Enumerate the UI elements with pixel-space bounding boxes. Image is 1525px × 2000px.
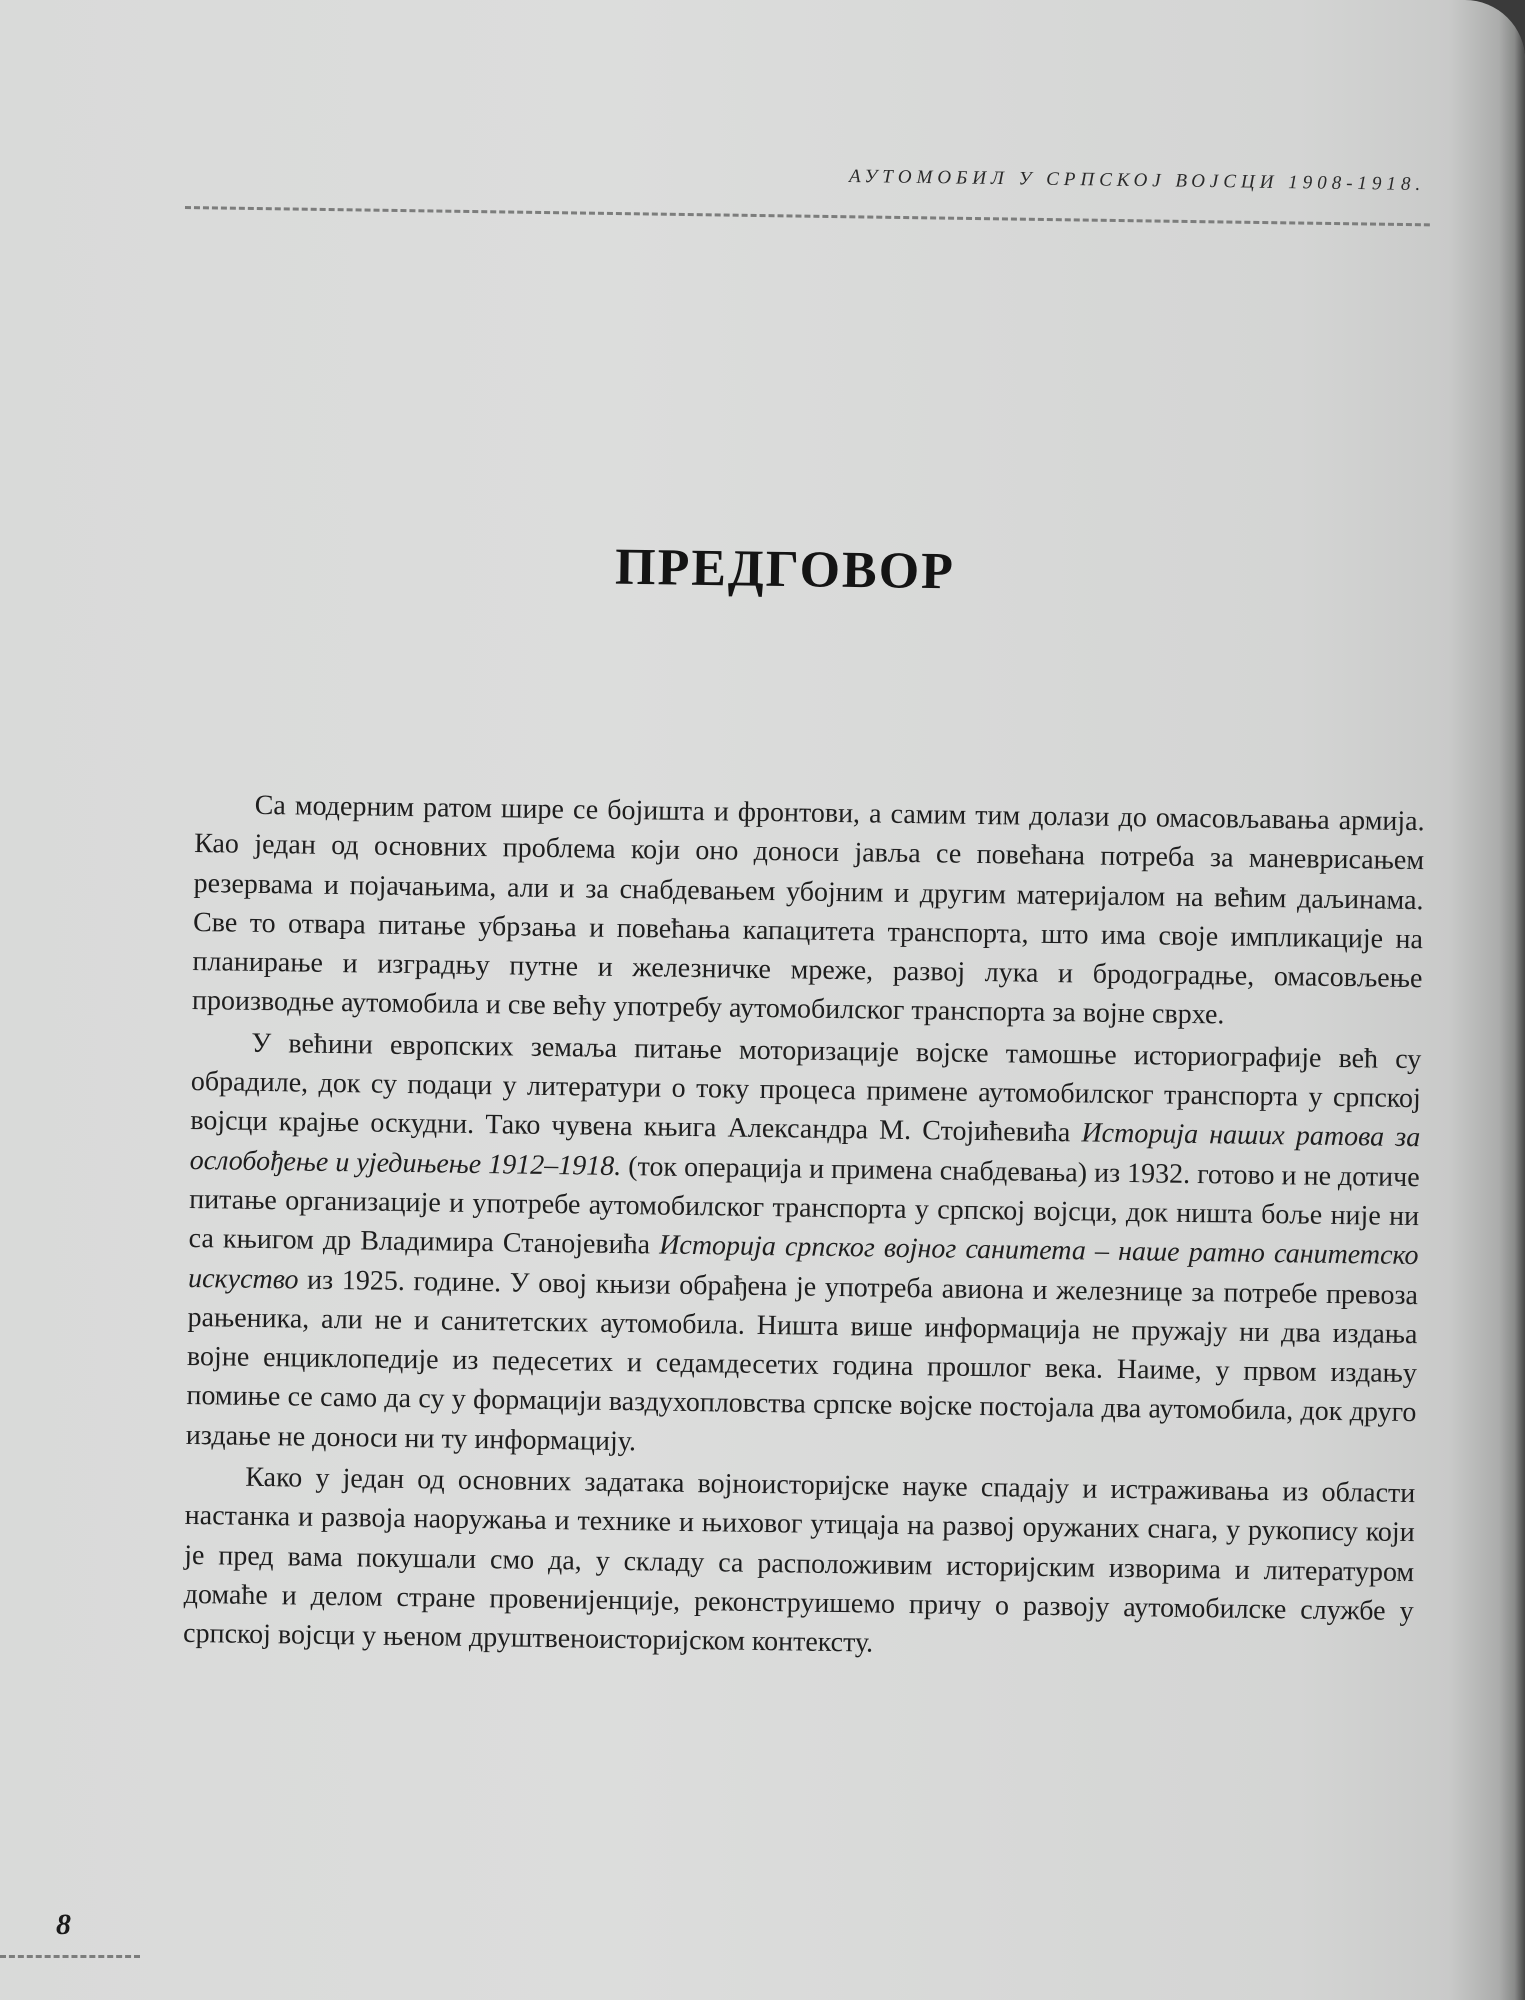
paragraph-3-text: Како у један од основних задатака војноисторијске науке спадају и истраживања из области настанка и развоја наоружања и технике и њиховог утицаја на развој оружаних снага, у рукопису који је пред вама покушали смо да, у складу са расположивим историјским изворима и литературом домаће и делом стране провенијенције, реконструишемо причу о развоју аутомобилске службе у српској војсци у њеном друштвеноисторијском контексту. — [182, 1461, 1416, 1659]
page-edge-shadow — [1499, 0, 1525, 2000]
page-number: 8 — [56, 1908, 71, 1941]
paragraph-2-text-b: (ток операција и примена снабдевања) из 1932. готово и не дотиче питање организације и употребе аутомобилског транспорта у српској војсци, док ништа боље није ни са књигом др Владимира Станојевића — [188, 1150, 1420, 1261]
footer-dashed-rule — [0, 1955, 140, 1958]
book-title-italic-1: Историја наших ратова за ослобођење и уједињење 1912–1918. — [189, 1117, 1421, 1182]
paragraph-2-text-c: из 1925. године. У овој књизи обрађена је употреба авиона и железнице за потребе превоза рањеника, али не и санитетских аутомобила. Ништа више информација не пружају ни два издања војне енциклопедије из педесетих и седамдесетих година прошлог века. Наиме, у првом издању помиње се само да су у формацији ваздухопловства српске војске постојала два аутомобила, док друго издање не доноси ни ту информацију. — [185, 1264, 1419, 1457]
body-text — [183, 785, 1425, 1671]
header-dashed-rule — [185, 206, 1430, 226]
paragraph-3 — [183, 1457, 1416, 1671]
paragraph-1 — [192, 785, 1425, 1038]
chapter-title: ПРЕДГОВОР — [614, 538, 956, 601]
paragraph-2 — [186, 1023, 1422, 1472]
paragraph-2-text-a: У већини европских земаља питање моторизације војске тамошње историографије већ су обрадиле, док су подаци у литератури о току процеса примене аутомобилског транспорта у српској војсци крајње оскудни. Тако чувена књига Александра М. Стојићевића — [190, 1027, 1422, 1149]
running-head: АУТОМОБИЛ У СРПСКОЈ ВОЈСЦИ 1908-1918. — [848, 165, 1426, 195]
book-title-italic-2: Историја српског војног санитета – наше ратно санитетско искуство — [187, 1229, 1419, 1296]
paragraph-1-text: Са модерним ратом шире се бојишта и фронтови, а самим тим долази до омасовљавања армија. Као један од основних проблема који оно доноси јавља се повећана потреба за маневрисањем резервама и појачањима, али и за снабдевањем убојним и другим материјалом на већим даљинама. Све то отвара питање убрзања и повећања капацитета транспорта, што има своје импликације на планирање и изградњу путне и железничке мреже, развој лука и бродоградње, омасовљење производње аутомобила и све већу употребу аутомобилског транспорта за војне сврхе. — [191, 789, 1425, 1031]
